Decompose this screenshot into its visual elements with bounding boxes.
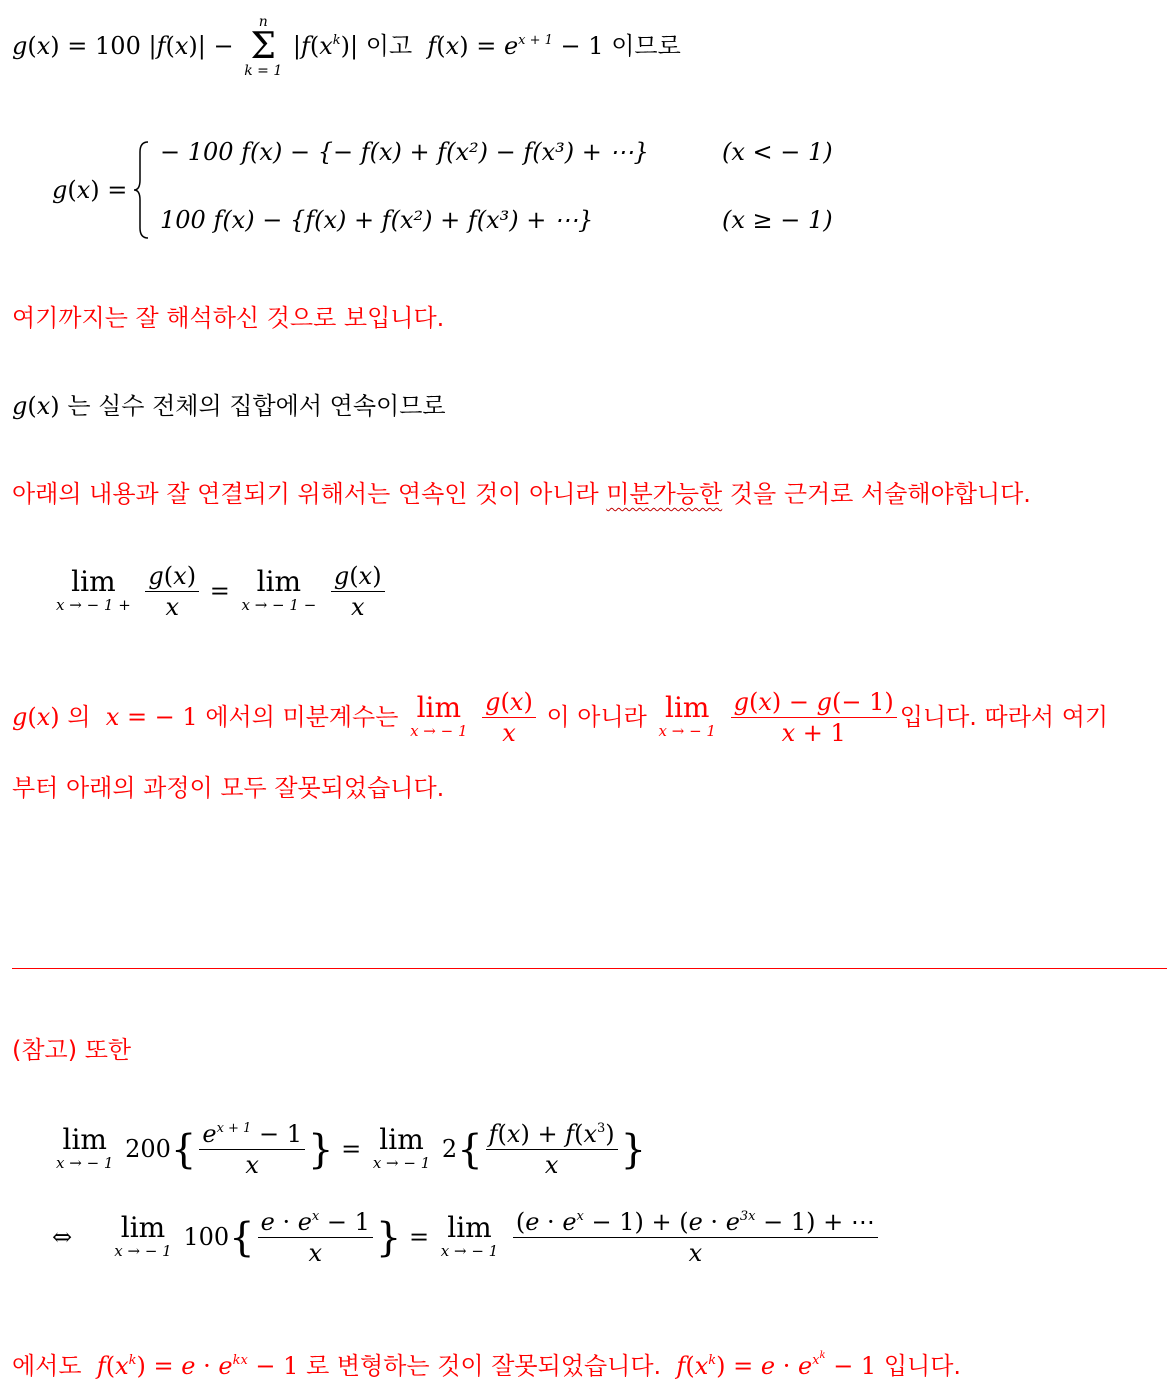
note-equation-1: lim x → − 1 200{ $\frac{e^{x + 1} - 1}{x}$ } = lim x → − 1 2{ $\frac{f(x) + f(x^3)}{x}$ } bbox=[56, 1120, 647, 1179]
comment-2-before: 아래의 내용과 잘 연결되기 위해서는 연속인 것이 아니라 bbox=[12, 480, 607, 508]
definition-line: g(x) = 100 |f(x)| − n Σ k = 1 $|f(x^k)|$ 이고 $f(x) = e^{x + 1} - 1$ 이므로 bbox=[12, 14, 681, 80]
case-row-1: − 100 f(x) − {− f(x) + f(x²) − f(x³) + ⋯} bbox=[160, 138, 649, 166]
case-row-2: 100 f(x) − {f(x) + f(x²) + f(x³) + ⋯} bbox=[160, 206, 594, 234]
iff-symbol: ⇔ bbox=[52, 1222, 73, 1251]
comment-2 bbox=[12, 474, 1031, 509]
comment-4-part2: 로 변형하는 것이 잘못되었습니다. bbox=[306, 1352, 662, 1380]
comment-3-part2: 에서의 미분계수는 bbox=[205, 702, 399, 731]
limit-equation: lim x → − 1 + $\frac{g(x)}{x}$ = lim x → − 1 − $\frac{g(x)}{x}$ bbox=[52, 562, 388, 622]
note-equation-2: ⇔ lim x → − 1 100{ $\frac{e \cdot e^x - 1}{x}$ } = lim x → − 1 $\frac{(e \cdot e^x - 1) + (e \cdot e^{3x} - 1) + \cdots}{x}$ bbox=[52, 1208, 881, 1268]
differentiable-highlight: 미분가능한 bbox=[606, 480, 723, 508]
summation-symbol: n Σ k = 1 bbox=[244, 14, 283, 80]
cases-lhs: g(x) = bbox=[52, 176, 128, 204]
comment-3-part1: 의 bbox=[67, 702, 91, 731]
case-condition-1: (x < − 1) bbox=[722, 138, 833, 166]
comment-2-after: 것을 근거로 서술해야합니다. bbox=[722, 480, 1031, 508]
comment-4: 에서도 $f(x^k) = e \cdot e^{kx} - 1$ 로 변형하는 것이 잘못되었습니다. $f(x^k) = e \cdot e^{x^k} - 1$ 입니다. bbox=[12, 1350, 962, 1380]
divider-line bbox=[12, 968, 1167, 969]
note-title: (참고) 또한 bbox=[12, 1036, 132, 1064]
comment-4-part1: 에서도 bbox=[12, 1352, 82, 1380]
comment-3-line2: 부터 아래의 과정이 모두 잘못되었습니다. bbox=[12, 774, 445, 802]
case-condition-2: (x ≥ − 1) bbox=[722, 206, 833, 234]
korean-word-and: 이고 bbox=[365, 32, 413, 60]
comment-3-part4: 입니다. 따라서 여기 bbox=[899, 702, 1109, 731]
comment-3-part3: 이 아니라 bbox=[546, 702, 647, 731]
korean-word-therefore: 이므로 bbox=[611, 32, 681, 60]
left-brace-icon bbox=[132, 140, 152, 240]
continuity-line: g(x) 는 실수 전체의 집합에서 연속이므로 bbox=[12, 392, 446, 420]
comment-3: g(x) 의 x = − 1 에서의 미분계수는 lim x → − 1 $\frac{g(x)}{x}$ 이 아니라 lim x → − 1 $\frac{g(x) - g(- 1)}{x + 1}$ 입니다. 따라서 여기 bbox=[12, 688, 1109, 747]
comment-4-part3: 입니다. bbox=[883, 1352, 962, 1380]
continuity-text: 는 실수 전체의 집합에서 연속이므로 bbox=[67, 392, 446, 420]
comment-1: 여기까지는 잘 해석하신 것으로 보입니다. bbox=[12, 304, 445, 332]
